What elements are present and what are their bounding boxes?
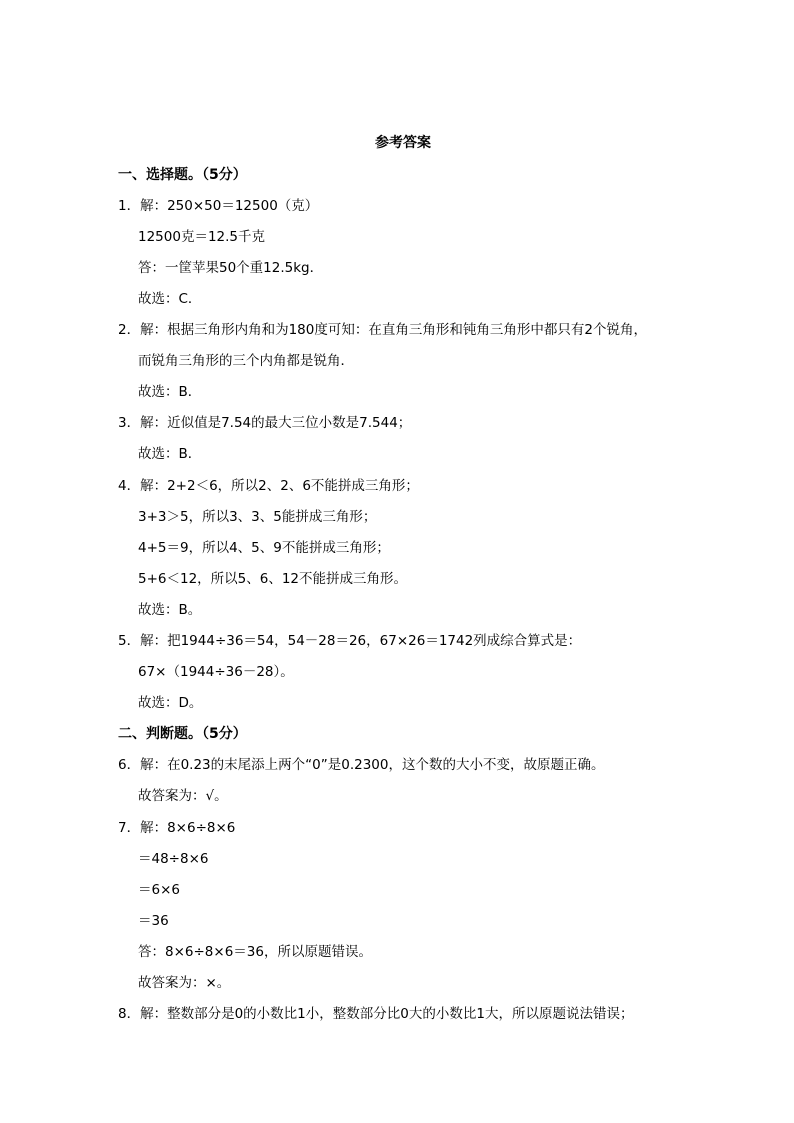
page-title: 参考答案 xyxy=(375,135,431,151)
answer-line: 故选：D。 xyxy=(138,695,203,712)
answer-line: ＝36 xyxy=(138,912,169,929)
answer-line: 故选：B． xyxy=(138,446,202,463)
answer-line: 而锐角三角形的三个内角都是锐角． xyxy=(138,353,354,370)
answer-line: 6．解：在0.23的末尾添上两个“0”是0.2300，这个数的大小不变，故原题正确。 xyxy=(118,757,605,774)
answer-line: 1．解：250×50＝12500（克） xyxy=(118,197,319,214)
answer-line: 12500克＝12.5千克 xyxy=(138,228,266,245)
answer-document xyxy=(118,128,688,1030)
answer-line: 故答案为：×。 xyxy=(138,975,231,992)
answer-line: 7．解：8×6÷8×6 xyxy=(118,819,236,836)
answer-line: 5+6＜12，所以5、6、12不能拼成三角形。 xyxy=(138,570,408,587)
answer-line: 3．解：近似值是7.54的最大三位小数是7.544； xyxy=(118,415,412,432)
answer-line: 答：8×6÷8×6＝36，所以原题错误。 xyxy=(138,943,372,960)
answer-line: 故选：C． xyxy=(138,290,202,307)
section-heading: 二、判断题。（5分） xyxy=(118,726,247,743)
answer-line: 故选：B． xyxy=(138,384,202,401)
answer-line: 故答案为：√。 xyxy=(138,788,228,805)
section-heading: 一、选择题。（5分） xyxy=(118,166,247,183)
answer-line: 4+5＝9，所以4、5、9不能拼成三角形； xyxy=(138,539,390,556)
answer-line: ＝48÷8×6 xyxy=(138,850,209,867)
answer-line: 8．解：整数部分是0的小数比1小，整数部分比0大的小数比1大，所以原题说法错误； xyxy=(118,1006,634,1023)
answer-line: 67×（1944÷36－28）。 xyxy=(138,664,294,681)
answer-line: 2．解：根据三角形内角和为180度可知：在直角三角形和钝角三角形中都只有2个锐角， xyxy=(118,322,647,339)
answer-line: 答：一筐苹果50个重12.5kg． xyxy=(138,259,324,276)
answer-line: 3+3＞5，所以3、3、5能拼成三角形； xyxy=(138,508,377,525)
answer-line: 4．解：2+2＜6，所以2、2、6不能拼成三角形； xyxy=(118,477,419,494)
answer-line: 5．解：把1944÷36＝54，54－28＝26，67×26＝1742列成综合算式是： xyxy=(118,633,582,649)
answer-line: 故选：B。 xyxy=(138,601,202,618)
answer-line: ＝6×6 xyxy=(138,881,180,898)
